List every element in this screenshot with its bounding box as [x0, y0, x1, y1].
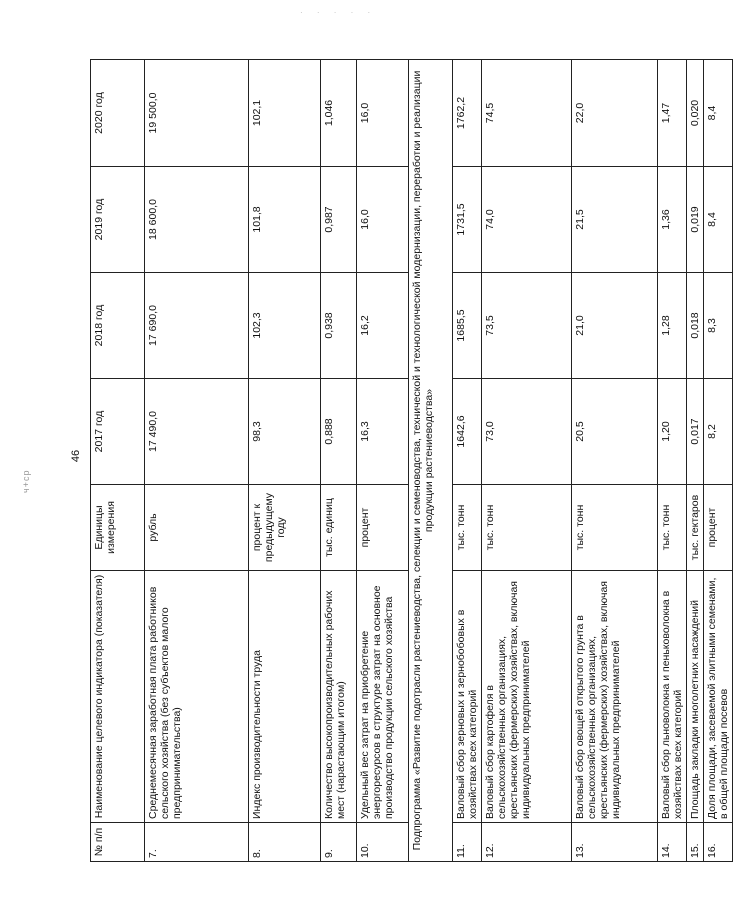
table-row [572, 60, 658, 862]
row-num: 7. [145, 823, 249, 862]
row-value-2019: 16,0 [357, 167, 409, 273]
row-value-2017: 0,888 [321, 379, 357, 485]
row-value-2017: 73,0 [482, 379, 572, 485]
row-num: 10. [357, 823, 409, 862]
row-value-2018: 17 690,0 [145, 273, 249, 379]
row-value-2017: 1642,6 [453, 379, 482, 485]
row-unit: процент [357, 485, 409, 571]
subprogram-row [409, 60, 453, 862]
subprogram-title: Подпрограмма «Развитие подотрасли растениеводства, селекции и семеноводства, технической и технологической модернизации, переработки и реализации продукции растениеводства» [409, 60, 453, 862]
row-num: 11. [453, 823, 482, 862]
row-value-2018: 73,5 [482, 273, 572, 379]
row-value-2019: 1731,5 [453, 167, 482, 273]
row-value-2020: 16,0 [357, 60, 409, 167]
indicator-table [90, 59, 733, 862]
table-row [249, 60, 321, 862]
row-num: 15. [687, 823, 704, 862]
row-value-2019: 0,019 [687, 167, 704, 273]
table-row [482, 60, 572, 862]
row-unit: тыс. тонн [482, 485, 572, 571]
row-value-2018: 21,0 [572, 273, 658, 379]
row-name: Валовый сбор картофеля в сельскохозяйственных организациях, крестьянских (фермерских) хозяйствах, включая индивидуальных предпринимателей [482, 571, 572, 823]
row-num: 16. [704, 823, 733, 862]
row-unit: тыс. тонн [572, 485, 658, 571]
handwritten-stamp: ч+ср [21, 469, 31, 493]
row-value-2018: 0,938 [321, 273, 357, 379]
table-row [321, 60, 357, 862]
row-value-2020: 102,1 [249, 60, 321, 167]
row-value-2018: 1685,5 [453, 273, 482, 379]
row-value-2017: 98,3 [249, 379, 321, 485]
table-row [145, 60, 249, 862]
row-name: Валовый сбор льноволокна и пеньковолокна в хозяйствах всех категорий [658, 571, 687, 823]
row-unit: процент к предыдущему году [249, 485, 321, 571]
row-value-2019: 101,8 [249, 167, 321, 273]
scan-dots: · · · · · [300, 8, 377, 17]
row-name: Среднемесячная заработная плата работников сельского хозяйства (без субъектов малого предпринимательства) [145, 571, 249, 823]
row-value-2018: 1,28 [658, 273, 687, 379]
row-value-2017: 20,5 [572, 379, 658, 485]
row-value-2017: 8,2 [704, 379, 733, 485]
row-value-2020: 0,020 [687, 60, 704, 167]
row-unit: тыс. тонн [453, 485, 482, 571]
row-num: 13. [572, 823, 658, 862]
table-row [357, 60, 409, 862]
header-2017: 2017 год [91, 379, 145, 485]
row-name: Доля площади, засеваемой элитными семенами, в общей площади посевов [704, 571, 733, 823]
row-value-2020: 74,5 [482, 60, 572, 167]
table-row [453, 60, 482, 862]
row-name: Индекс производительности труда [249, 571, 321, 823]
row-value-2020: 1,046 [321, 60, 357, 167]
row-value-2018: 102,3 [249, 273, 321, 379]
row-name: Площадь закладки многолетних насаждений [687, 571, 704, 823]
table-row [658, 60, 687, 862]
row-value-2017: 0,017 [687, 379, 704, 485]
row-value-2017: 16,3 [357, 379, 409, 485]
row-value-2020: 22,0 [572, 60, 658, 167]
row-num: 14. [658, 823, 687, 862]
row-value-2019: 8,4 [704, 167, 733, 273]
page-number: 46 [70, 449, 82, 463]
row-name: Удельный вес затрат на приобретение энергоресурсов в структуре затрат на основное производство продукции сельского хозяйства [357, 571, 409, 823]
row-num: 9. [321, 823, 357, 862]
header-2019: 2019 год [91, 167, 145, 273]
row-unit: тыс. тонн [658, 485, 687, 571]
row-unit: процент [704, 485, 733, 571]
row-value-2017: 1,20 [658, 379, 687, 485]
row-num: 8. [249, 823, 321, 862]
row-name: Валовый сбор овощей открытого грунта в сельскохозяйственных организациях, крестьянских (фермерских) хозяйствах, включая индивидуальных предпринимателей [572, 571, 658, 823]
row-value-2019: 18 600,0 [145, 167, 249, 273]
row-value-2018: 8,3 [704, 273, 733, 379]
header-2018: 2018 год [91, 273, 145, 379]
row-value-2019: 74,0 [482, 167, 572, 273]
row-unit: рубль [145, 485, 249, 571]
row-name: Количество высокопроизводительных рабочих мест (нарастающим итогом) [321, 571, 357, 823]
indicator-table-rotated [90, 60, 730, 862]
header-unit: Единицы измерения [91, 485, 145, 571]
row-value-2020: 1762,2 [453, 60, 482, 167]
header-num: № п/п [91, 823, 145, 862]
header-row [91, 60, 145, 862]
row-value-2019: 0,987 [321, 167, 357, 273]
row-name: Валовый сбор зерновых и зернобобовых в хозяйствах всех категорий [453, 571, 482, 823]
header-2020: 2020 год [91, 60, 145, 167]
row-value-2018: 0,018 [687, 273, 704, 379]
table-row [687, 60, 704, 862]
row-value-2017: 17 490,0 [145, 379, 249, 485]
row-value-2020: 19 500,0 [145, 60, 249, 167]
row-value-2020: 1,47 [658, 60, 687, 167]
row-unit: тыс. единиц [321, 485, 357, 571]
row-unit: тыс. гектаров [687, 485, 704, 571]
row-num: 12. [482, 823, 572, 862]
row-value-2018: 16,2 [357, 273, 409, 379]
row-value-2019: 21,5 [572, 167, 658, 273]
header-name: Наименование целевого индикатора (показателя) [91, 571, 145, 823]
row-value-2019: 1,36 [658, 167, 687, 273]
table-row [704, 60, 733, 862]
row-value-2020: 8,4 [704, 60, 733, 167]
